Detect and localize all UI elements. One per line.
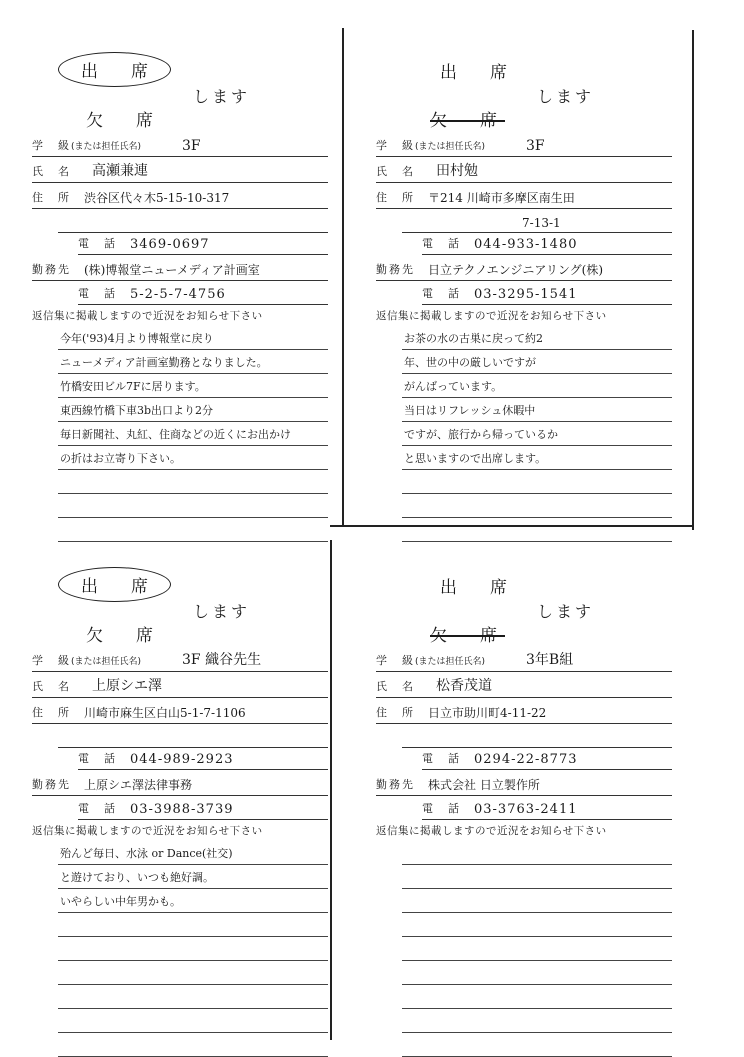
reply-line bbox=[402, 985, 672, 1009]
work-value: 株式会社 日立製作所 bbox=[428, 778, 540, 792]
name-row bbox=[376, 675, 672, 698]
reply-line bbox=[402, 470, 672, 494]
reply-line bbox=[58, 470, 328, 494]
reply-line bbox=[58, 865, 328, 889]
address-value: 日立市助川町4-11-22 bbox=[428, 706, 547, 720]
reply-instructions: 返信集に掲載しますので近況をお知らせ下さい bbox=[376, 310, 607, 322]
grade-label: 学 級(または担任氏名) bbox=[376, 654, 486, 667]
grade-row bbox=[376, 134, 672, 157]
grade-label: 学 級(または担任氏名) bbox=[32, 139, 142, 152]
reply-line bbox=[58, 1009, 328, 1033]
attend-option: 出 席 bbox=[440, 63, 515, 83]
work-tel-value: 03-3295-1541 bbox=[474, 287, 578, 302]
reply-instructions: 返信集に掲載しますので近況をお知らせ下さい bbox=[32, 825, 263, 837]
reply-line bbox=[402, 446, 672, 470]
tel-label: 電 話 bbox=[422, 752, 461, 765]
name-label: 氏 名 bbox=[32, 680, 71, 693]
tel-row bbox=[78, 232, 328, 255]
reply-line-text: 当日はリフレッシュ休暇中 bbox=[404, 404, 536, 417]
cut-line-vertical-bottom bbox=[330, 540, 332, 1040]
reply-line-text: ニューメディア計画室勤務となりました。 bbox=[60, 356, 268, 369]
reply-line-text: ですが、旅行から帰っているか bbox=[404, 428, 558, 441]
reply-line-text: お茶の水の古巣に戻って約2 bbox=[404, 332, 543, 345]
absent-option-struck: 欠 席 bbox=[430, 626, 505, 646]
name-value: 田村勉 bbox=[436, 163, 478, 179]
reply-line-text: と思いますので出席します。 bbox=[404, 452, 547, 465]
address-label: 住 所 bbox=[376, 706, 415, 719]
reply-line bbox=[58, 937, 328, 961]
work-label: 勤務先 bbox=[376, 778, 415, 791]
reply-line bbox=[402, 913, 672, 937]
reply-line bbox=[58, 374, 328, 398]
reply-line bbox=[402, 1009, 672, 1033]
work-tel-row bbox=[422, 282, 672, 305]
name-label: 氏 名 bbox=[376, 680, 415, 693]
shimasu-label: します bbox=[537, 87, 595, 106]
reply-instructions: 返信集に掲載しますので近況をお知らせ下さい bbox=[376, 825, 607, 837]
reply-line bbox=[58, 913, 328, 937]
shimasu-label: します bbox=[193, 87, 251, 106]
tel-label: 電 話 bbox=[78, 237, 117, 250]
reply-line bbox=[402, 937, 672, 961]
address-label: 住 所 bbox=[376, 191, 415, 204]
tel-value: 0294-22-8773 bbox=[474, 752, 578, 767]
reply-line bbox=[58, 985, 328, 1009]
grade-row bbox=[32, 134, 328, 157]
grade-value: 3年B組 bbox=[526, 652, 574, 668]
address-label: 住 所 bbox=[32, 191, 71, 204]
reply-line bbox=[402, 889, 672, 913]
grade-label: 学 級(または担任氏名) bbox=[376, 139, 486, 152]
address-row bbox=[376, 701, 672, 724]
grade-row bbox=[376, 649, 672, 672]
reply-line bbox=[58, 494, 328, 518]
grade-row bbox=[32, 649, 328, 672]
reply-line bbox=[402, 841, 672, 865]
work-value: 上原シエ澤法律事務 bbox=[84, 778, 193, 792]
reply-line bbox=[402, 494, 672, 518]
reply-line-text: と遊けており、いつも絶好調。 bbox=[60, 871, 214, 884]
reply-line bbox=[58, 961, 328, 985]
shimasu-label: します bbox=[193, 602, 251, 621]
work-label: 勤務先 bbox=[376, 263, 415, 276]
reply-line bbox=[402, 961, 672, 985]
work-tel-label: 電 話 bbox=[422, 802, 461, 815]
reply-line-text: がんばっています。 bbox=[404, 380, 503, 393]
reply-line-text: 殆んど毎日、水泳 or Dance(社交) bbox=[60, 847, 233, 860]
address-row-2 bbox=[58, 725, 328, 748]
tel-value: 3469-0697 bbox=[130, 237, 210, 252]
attend-option-selected: 出 席 bbox=[58, 52, 171, 87]
reply-line-text: 竹橋安田ビル7Fに居ります。 bbox=[60, 380, 206, 393]
name-label: 氏 名 bbox=[32, 165, 71, 178]
work-tel-label: 電 話 bbox=[422, 287, 461, 300]
reply-card-3 bbox=[28, 553, 328, 1023]
reply-line bbox=[58, 326, 328, 350]
name-value: 松香茂道 bbox=[436, 678, 492, 694]
grade-value: 3F bbox=[182, 138, 201, 154]
name-label: 氏 名 bbox=[376, 165, 415, 178]
work-label: 勤務先 bbox=[32, 263, 71, 276]
address-row bbox=[376, 186, 672, 209]
reply-line bbox=[58, 350, 328, 374]
grade-label: 学 級(または担任氏名) bbox=[32, 654, 142, 667]
work-value: 日立テクノエンジニアリング(株) bbox=[428, 263, 604, 277]
reply-line-text: 東西線竹橋下車3b出口より2分 bbox=[60, 404, 214, 417]
tel-value: 044-989-2923 bbox=[130, 752, 234, 767]
work-row bbox=[376, 773, 672, 796]
reply-lines bbox=[402, 841, 672, 1057]
reply-line bbox=[402, 326, 672, 350]
address-value-2: 7-13-1 bbox=[522, 216, 561, 230]
work-tel-row bbox=[78, 797, 328, 820]
reply-line bbox=[402, 398, 672, 422]
work-tel-label: 電 話 bbox=[78, 802, 117, 815]
work-tel-value: 03-3988-3739 bbox=[130, 802, 234, 817]
absent-option: 欠 席 bbox=[86, 626, 161, 646]
work-label: 勤務先 bbox=[32, 778, 71, 791]
reply-line-text: 今年('93)4月より博報堂に戻り bbox=[60, 332, 214, 345]
reply-line bbox=[58, 398, 328, 422]
address-label: 住 所 bbox=[32, 706, 71, 719]
name-value: 高瀬兼連 bbox=[92, 163, 148, 179]
tel-label: 電 話 bbox=[78, 752, 117, 765]
name-value: 上原シエ澤 bbox=[92, 678, 162, 694]
reply-line bbox=[58, 446, 328, 470]
shimasu-label: します bbox=[537, 602, 595, 621]
cut-line-vertical-top bbox=[342, 28, 344, 526]
reply-line bbox=[402, 1033, 672, 1057]
address-value: 渋谷区代々木5-15-10-317 bbox=[84, 191, 230, 205]
work-tel-row bbox=[422, 797, 672, 820]
tel-label: 電 話 bbox=[422, 237, 461, 250]
address-row bbox=[32, 701, 328, 724]
name-row bbox=[32, 675, 328, 698]
reply-lines bbox=[58, 326, 328, 542]
address-value: 川崎市麻生区白山5-1-7-1106 bbox=[84, 706, 246, 720]
tel-row bbox=[422, 232, 672, 255]
grade-value: 3F bbox=[526, 138, 545, 154]
work-row bbox=[32, 773, 328, 796]
reply-line-text: の折はお立寄り下さい。 bbox=[60, 452, 181, 465]
address-row-2 bbox=[402, 725, 672, 748]
reply-line bbox=[58, 1033, 328, 1057]
address-row bbox=[32, 186, 328, 209]
work-tel-value: 5-2-5-7-4756 bbox=[130, 287, 226, 302]
reply-line bbox=[402, 350, 672, 374]
address-value: 〒214 川崎市多摩区南生田 bbox=[428, 191, 575, 205]
reply-card-4 bbox=[372, 553, 672, 1023]
reply-line bbox=[58, 841, 328, 865]
work-tel-label: 電 話 bbox=[78, 287, 117, 300]
reply-line bbox=[58, 518, 328, 542]
work-row bbox=[376, 258, 672, 281]
name-row bbox=[376, 160, 672, 183]
reply-lines bbox=[58, 841, 328, 1057]
reply-line bbox=[402, 374, 672, 398]
cut-line-right-edge bbox=[692, 30, 694, 530]
reply-line bbox=[58, 422, 328, 446]
attend-option-selected: 出 席 bbox=[58, 567, 171, 602]
address-row-2 bbox=[402, 210, 672, 233]
reply-card-2 bbox=[372, 38, 672, 508]
work-tel-row bbox=[78, 282, 328, 305]
name-row bbox=[32, 160, 328, 183]
attend-option: 出 席 bbox=[440, 578, 515, 598]
absent-option: 欠 席 bbox=[86, 111, 161, 131]
reply-line bbox=[402, 865, 672, 889]
reply-line-text: いやらしい中年男かも。 bbox=[60, 895, 181, 908]
tel-value: 044-933-1480 bbox=[474, 237, 578, 252]
reply-card-1 bbox=[28, 38, 328, 508]
reply-line-text: 年、世の中の厳しいですが bbox=[404, 356, 536, 369]
reply-line bbox=[58, 889, 328, 913]
address-row-2 bbox=[58, 210, 328, 233]
reply-instructions: 返信集に掲載しますので近況をお知らせ下さい bbox=[32, 310, 263, 322]
reply-line bbox=[402, 422, 672, 446]
reply-line bbox=[402, 518, 672, 542]
reply-line-text: 毎日新聞社、丸紅、住商などの近くにお出かけ bbox=[60, 428, 291, 441]
absent-option-struck: 欠 席 bbox=[430, 111, 505, 131]
reply-lines bbox=[402, 326, 672, 542]
grade-value: 3F 織谷先生 bbox=[182, 652, 262, 668]
tel-row bbox=[422, 747, 672, 770]
tel-row bbox=[78, 747, 328, 770]
work-tel-value: 03-3763-2411 bbox=[474, 802, 578, 817]
work-row bbox=[32, 258, 328, 281]
work-value: (株)博報堂ニューメディア計画室 bbox=[84, 263, 260, 277]
